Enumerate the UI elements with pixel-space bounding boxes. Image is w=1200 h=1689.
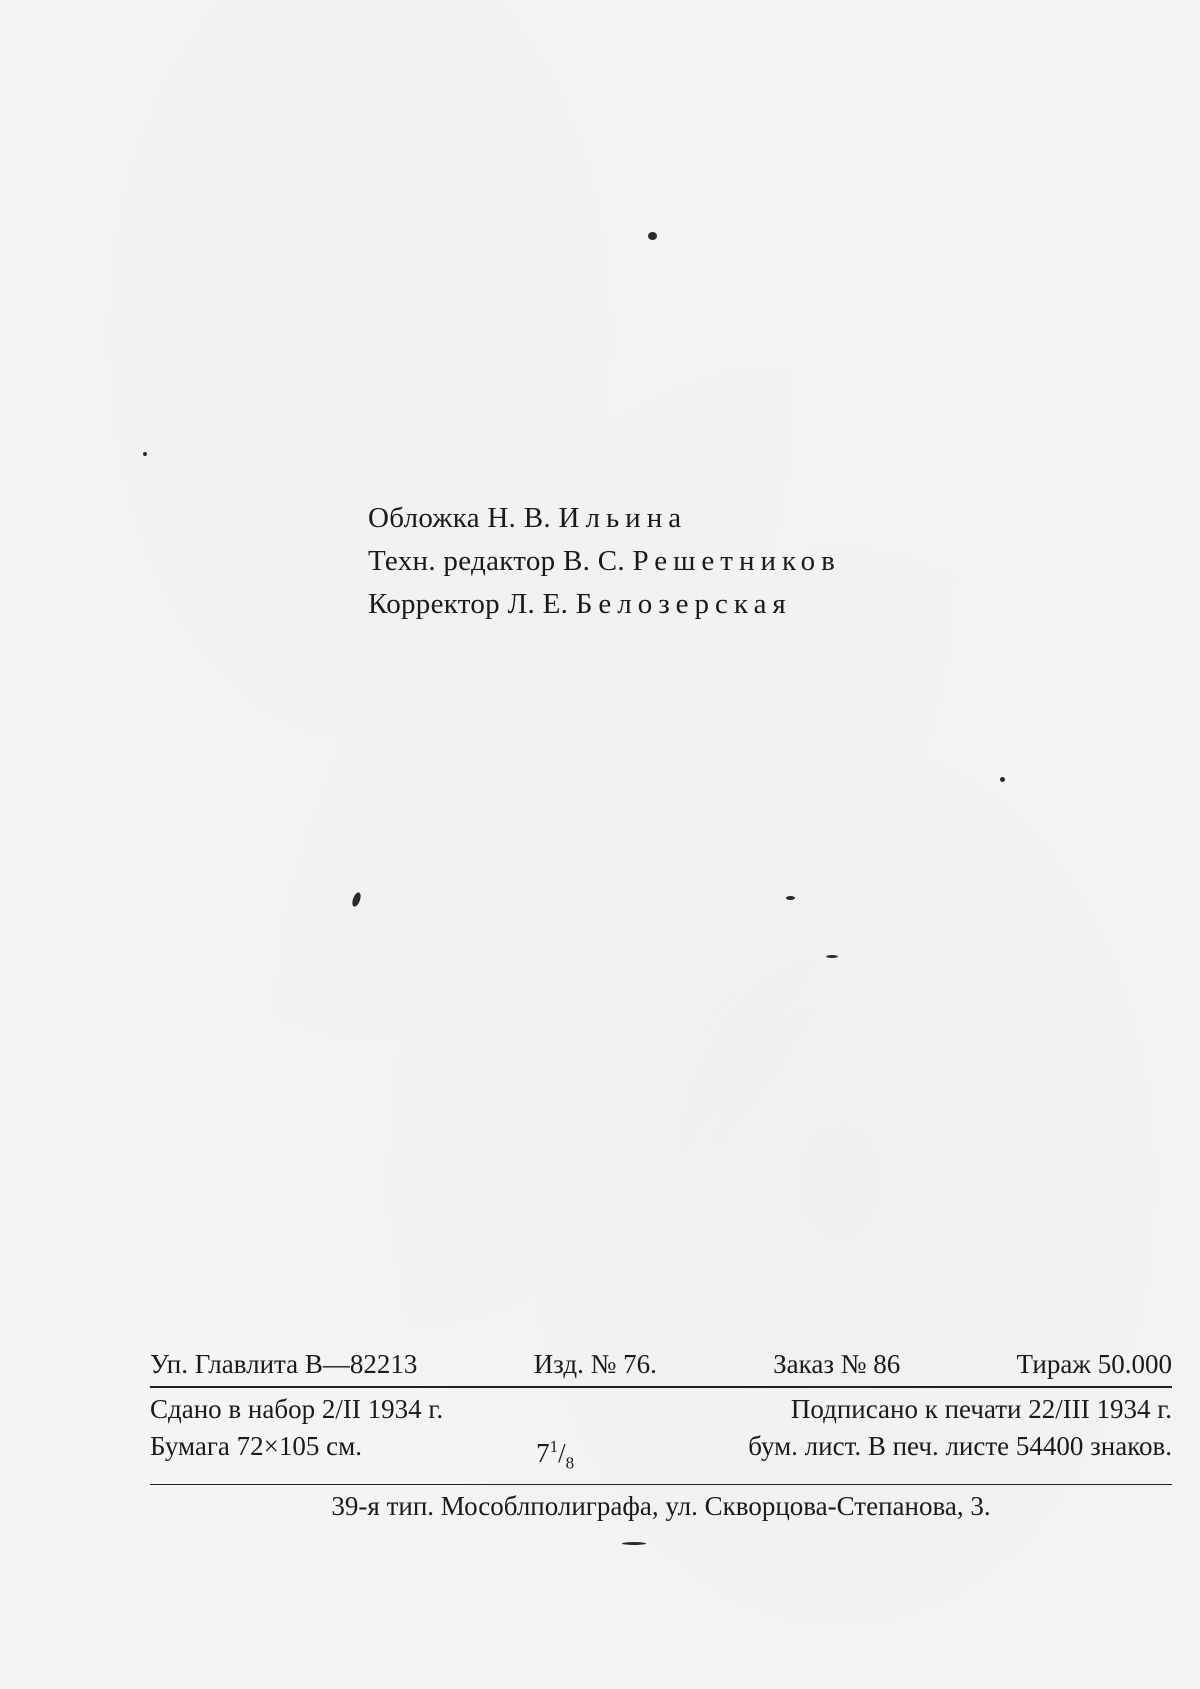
ink-speck xyxy=(1000,777,1005,782)
imprint-sheets: $7^1/_8$ xyxy=(536,1437,575,1473)
ink-speck xyxy=(826,955,838,958)
ink-speck xyxy=(143,452,147,456)
imprint-line-3 xyxy=(150,1428,1172,1481)
credit-proofreader xyxy=(368,583,841,626)
imprint-paper-size: Бумага 72×105 см. xyxy=(150,1431,362,1461)
credit-cover-label: Обложка Н. В. xyxy=(368,502,551,534)
credit-cover xyxy=(368,497,841,540)
credit-tech-editor-label: Техн. редактор В. С. xyxy=(368,545,625,577)
imprint-sheets-rest: бум. лист. В печ. листе 54400 знаков. xyxy=(748,1431,1172,1461)
imprint-typeset-date: Сдано в набор 2/II 1934 г. xyxy=(150,1394,444,1424)
ink-speck xyxy=(622,1542,646,1545)
credits-block xyxy=(368,497,841,626)
imprint-print-run: Тираж 50.000 xyxy=(1016,1349,1172,1379)
credit-proofreader-name: Белозерская xyxy=(575,588,792,620)
ink-speck xyxy=(648,232,657,240)
imprint-line-4 xyxy=(150,1488,1172,1525)
imprint-order-number: Заказ № 86 xyxy=(773,1349,901,1379)
imprint-signed-date: Подписано к печати 22/III 1934 г. xyxy=(790,1394,1172,1424)
imprint-rule-top xyxy=(150,1386,1172,1388)
imprint-line-1 xyxy=(150,1346,1172,1383)
imprint-edition-number: Изд. № 76. xyxy=(533,1349,657,1379)
imprint-rule-bottom xyxy=(150,1484,1172,1485)
credit-proofreader-label: Корректор Л. Е. xyxy=(368,588,569,620)
ink-speck xyxy=(786,896,795,900)
imprint-block xyxy=(150,1346,1172,1525)
imprint-censor-number: Уп. Главлита В—82213 xyxy=(150,1349,418,1379)
ink-speck xyxy=(351,891,363,907)
imprint-line-2 xyxy=(150,1391,1172,1428)
credit-cover-name: Ильина xyxy=(558,502,688,534)
credit-tech-editor-name: Решетников xyxy=(632,545,841,577)
credit-tech-editor xyxy=(368,540,841,583)
imprint-printer: 39-я тип. Мособлполиграфа, ул. Скворцова-Степанова, 3. xyxy=(331,1491,991,1522)
